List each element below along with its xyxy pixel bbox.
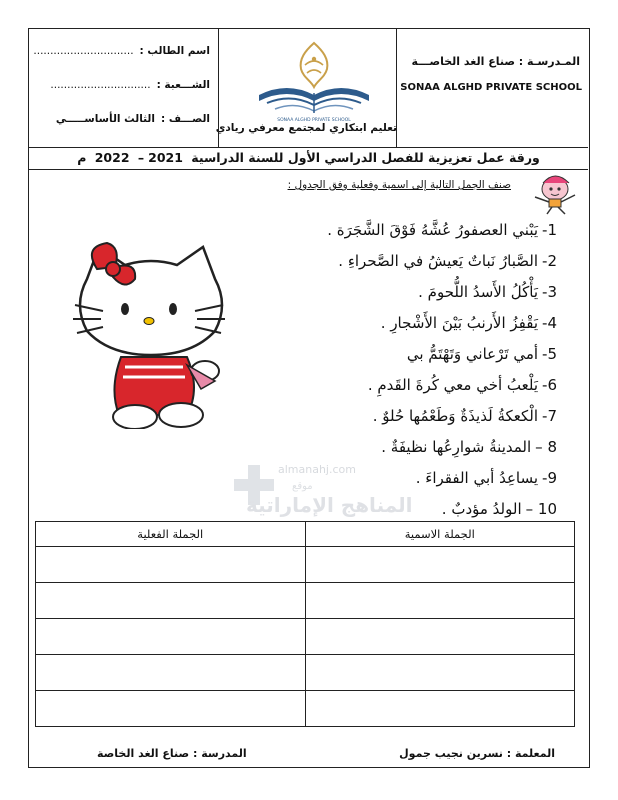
student-name-blank[interactable]: .............................. [33,45,134,57]
watermark-line1: موقع [292,481,313,492]
list-item: 3-يَأْكُلُ الأَسدُ اللُّحومَ . [418,283,557,301]
school-name-arabic: المـدرسـة : صناع الغد الخاصـــة [411,55,580,68]
cat-character-icon [69,239,239,429]
pencil-character-illustration [525,171,581,215]
table-row [36,547,575,583]
verbal-answer-cell[interactable] [36,583,306,619]
list-item: 7-الْكعكةُ لَذيذَةٌ وَطَعْمُها حُلوٌ . [372,407,557,425]
nominal-answer-cell[interactable] [305,691,575,727]
list-item: 4-يَقْفِزُ الأَرنبُ بَيْنَ الأَشْجارِ . [380,314,557,332]
worksheet-page [28,28,590,768]
nominal-answer-cell[interactable] [305,655,575,691]
header [29,29,588,148]
list-item: 9-يساعِدُ أبي الفقراءَ . [415,469,557,487]
open-book-logo-icon [239,37,389,123]
cat-character-illustration [69,239,239,429]
watermark-site: almanahj.com [278,463,356,476]
school-tagline: تعليم ابتكاري لمجتمع معرفي ريادي [215,122,397,134]
title-year-from: 2021 [148,150,183,165]
title-suffix: م [77,150,87,165]
classification-table [35,521,575,727]
title-prefix: ورقة عمل تعزيزية للفصل الدراسي الأول للسنة الدراسية [191,150,540,165]
list-item: 6-يَلْعبُ أخي معي كُرةَ القَدمِ . [367,376,557,394]
verbal-answer-cell[interactable] [36,547,306,583]
table-row [36,655,575,691]
title-year-to: 2022 [94,150,130,165]
list-item: 2-الصَّبارُ نَباتٌ يَعيشُ في الصَّحراءِ . [338,252,557,270]
footer-school-name: المدرسة : صناع الغد الخاصة [97,747,247,760]
watermark [234,459,413,529]
verbal-answer-cell[interactable] [36,691,306,727]
list-item: 10 –الولدُ مؤدبٌ . [441,500,557,518]
column-header-verbal: الجملة الفعلية [36,522,306,547]
table-row [36,583,575,619]
list-item: 1-يَبْني العصفورُ عُشَّهُ فَوْقَ الشَّجَرَة . [327,221,557,239]
verbal-answer-cell[interactable] [36,655,306,691]
student-info-box [29,29,219,147]
section-field [50,79,210,91]
watermark-line2: المناهج الإماراتية [246,493,413,517]
section-label: الشـــعبة : [156,79,210,91]
grade-label: الصـــف : [160,113,210,125]
list-item: 8 –المدينةُ شوارِعُها نظيفَةٌ . [381,438,557,456]
school-logo [239,37,389,123]
student-name-label: اسم الطالب : [139,45,210,57]
table-row [36,691,575,727]
svg-text:SONAA ALGHD PRIVATE SCHOOL: SONAA ALGHD PRIVATE SCHOOL [277,118,351,123]
pencil-character-icon [525,171,581,215]
list-item: 5-أمي تَرْعاني وَتَهْتَمُّ بي [406,345,557,363]
school-info-box [396,29,588,147]
column-header-nominal: الجملة الاسمية [305,522,575,547]
verbal-answer-cell[interactable] [36,619,306,655]
grade-value: الثالث الأساســـــي [55,113,155,125]
grade-field [56,113,210,125]
school-name-english: SONAA ALGHD PRIVATE SCHOOL [400,82,582,93]
nominal-answer-cell[interactable] [305,583,575,619]
nominal-answer-cell[interactable] [305,547,575,583]
instruction-text: صنف الجمل التالية إلى اسمية وفعلية وفق الجدول : [287,179,511,191]
student-name-field [33,45,210,57]
teacher-name: المعلمة : نسرين نجيب جمول [399,747,555,760]
table-row [36,619,575,655]
nominal-answer-cell[interactable] [305,619,575,655]
worksheet-title: ورقة عمل تعزيزية للفصل الدراسي الأول للسنة الدراسية 2021– 2022 م [29,147,588,170]
section-blank[interactable]: .............................. [50,79,151,91]
